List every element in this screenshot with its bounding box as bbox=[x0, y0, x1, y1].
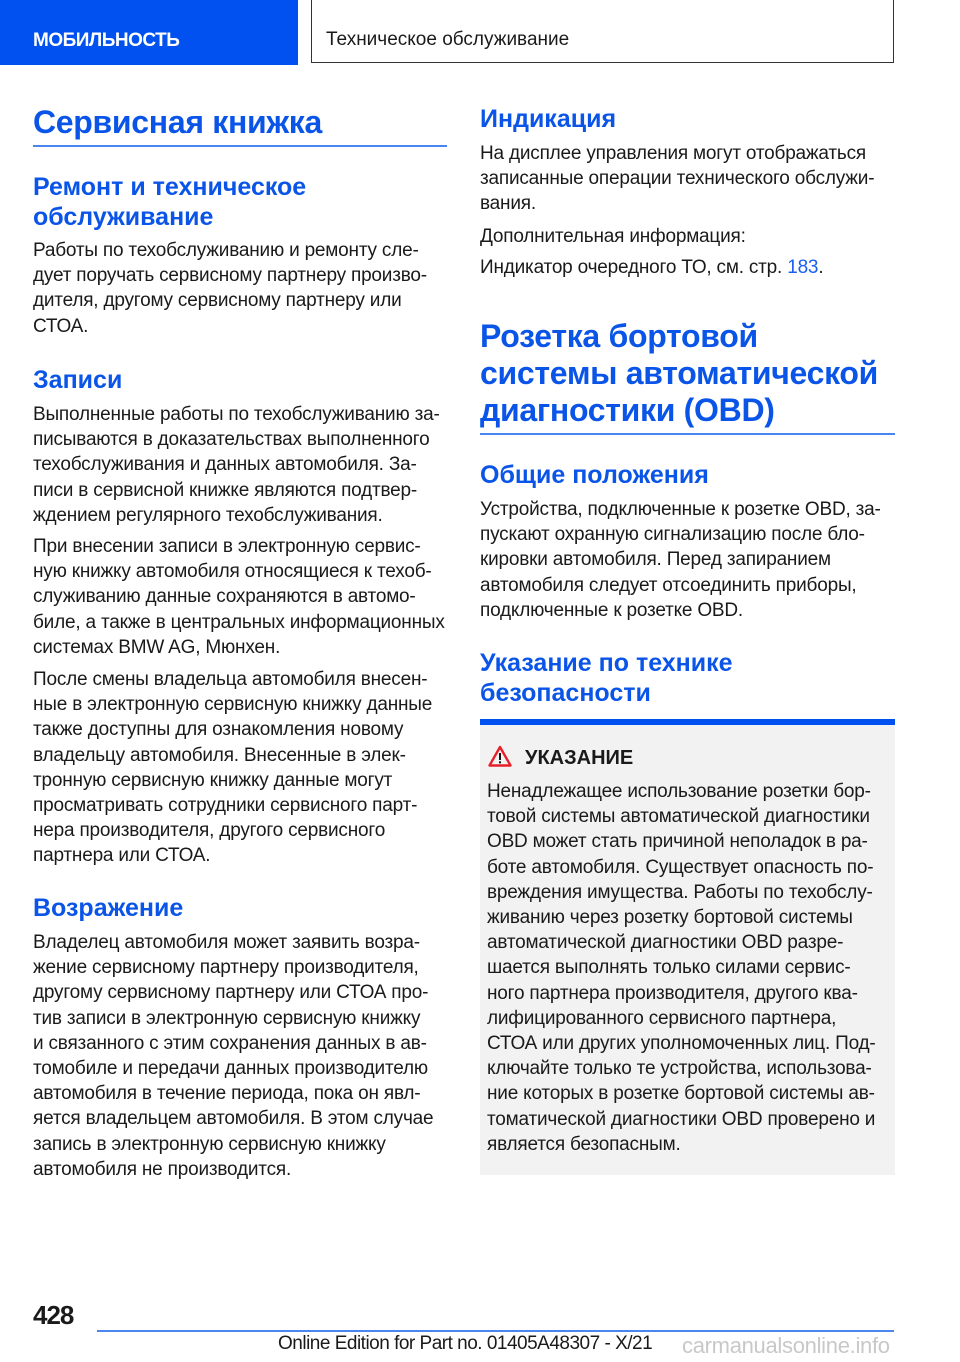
indicator-reference bbox=[480, 255, 823, 280]
obd-title: Розетка бортовой системы автоматической диагностики (OBD) bbox=[480, 318, 878, 428]
reference-end: . bbox=[818, 257, 824, 278]
chapter-header bbox=[311, 0, 894, 63]
section-label: МОБИЛЬНОСТЬ bbox=[33, 30, 180, 51]
watermark: carmanualsonline.info bbox=[682, 1333, 890, 1358]
records-paragraph-2: При внесении записи в электронную сервис- ную книжку автомобиля относящиеся к техоб- служиванию данные сохраняются в автомо- биле, а также в центральных информационных системах BMW AG, Мюнхен. bbox=[33, 536, 445, 658]
objection-heading: Возражение bbox=[33, 894, 184, 922]
warning-triangle-icon bbox=[488, 745, 512, 767]
safety-heading: Указание по технике безопасности bbox=[480, 649, 733, 707]
indication-text: На дисплее управления могут отображаться записанные операции технического обслужи- вания. bbox=[480, 143, 875, 215]
objection-text: Владелец автомобиля может заявить возра- жение сервисному партнеру производителя, другому сервисному партнеру или СТОА про- тив записи в электронную сервисную книжку и связанного с этим сохранения данных в ав- томобиле и передачи данных производителю автомобиля в течение периода, пока он явл- яется владельцем автомобиля. В этом случае запись в электронную сервисную книжку автомобиля не производится. bbox=[33, 932, 434, 1180]
obd-divider bbox=[480, 433, 895, 435]
repair-heading: Ремонт и техническое обслуживание bbox=[33, 173, 307, 231]
edition-text: Online Edition for Part no. 01405A48307 - X/21 bbox=[278, 1333, 653, 1354]
repair-text: Работы по техобслуживанию и ремонту сле- дует поручать сервисному партнеру произво- дителя, другому сервисному партнеру или СТОА. bbox=[33, 240, 427, 337]
records-heading: Записи bbox=[33, 366, 123, 394]
section-tab[interactable] bbox=[0, 0, 298, 65]
general-text: Устройства, подключенные к розетке OBD, за- пускают охранную сигнализацию после бло- кировки автомобиля. Перед запиранием автомобиля следует отсоединить приборы, подключенные к розетке OBD. bbox=[480, 499, 881, 621]
indication-heading: Индикация bbox=[480, 105, 617, 133]
records-paragraph-1: Выполненные работы по техобслуживанию за- писываются в доказательствах выполненного техобслуживания и данных автомобиля. За- писи в сервисной книжке являются подтвер- ждением регулярного техобслуживания. bbox=[33, 404, 440, 526]
warning-box bbox=[480, 725, 895, 1175]
warning-title: УКАЗАНИЕ bbox=[525, 747, 634, 769]
reference-text: Индикатор очередного ТО, см. стр. bbox=[480, 257, 788, 278]
page-title: Сервисная книжка bbox=[33, 104, 322, 140]
warning-text: Ненадлежащее использование розетки бор- товой системы автоматической диагностики OBD может стать причиной неполадок в ра- боте автомобиля. Существует опасность по- вреждения имущества. Работы по техобслу- живанию через розетку бортовой системы автоматической диагностики OBD разре- шается выполнять только силами сервис- ного партнера производителя, другого ква- лифицированного сервисного партнера, СТОА или других уполномоченных лиц. Под- ключайте только те устройства, использова- ние которых в розетке бортовой системы ав- томатической диагностики OBD проверено и является безопасным. bbox=[487, 781, 876, 1155]
page-number: 428 bbox=[33, 1300, 74, 1330]
footer-divider bbox=[97, 1330, 894, 1332]
general-heading: Общие положения bbox=[480, 461, 709, 489]
chapter-label: Техническое обслуживание bbox=[326, 29, 570, 50]
records-paragraph-3: После смены владельца автомобиля внесен- ные в электронную сервисную книжку данные также доступны для ознакомления новому владельцу автомобиля. Внесенные в элек- тронную сервисную книжку данные могут просматривать сотрудники сервисного парт- нера производителя, другого сервисного партнера или СТОА. bbox=[33, 669, 433, 867]
title-divider bbox=[33, 145, 447, 147]
page-link[interactable]: 183 bbox=[787, 257, 819, 278]
additional-info: Дополнительная информация: bbox=[480, 226, 746, 247]
